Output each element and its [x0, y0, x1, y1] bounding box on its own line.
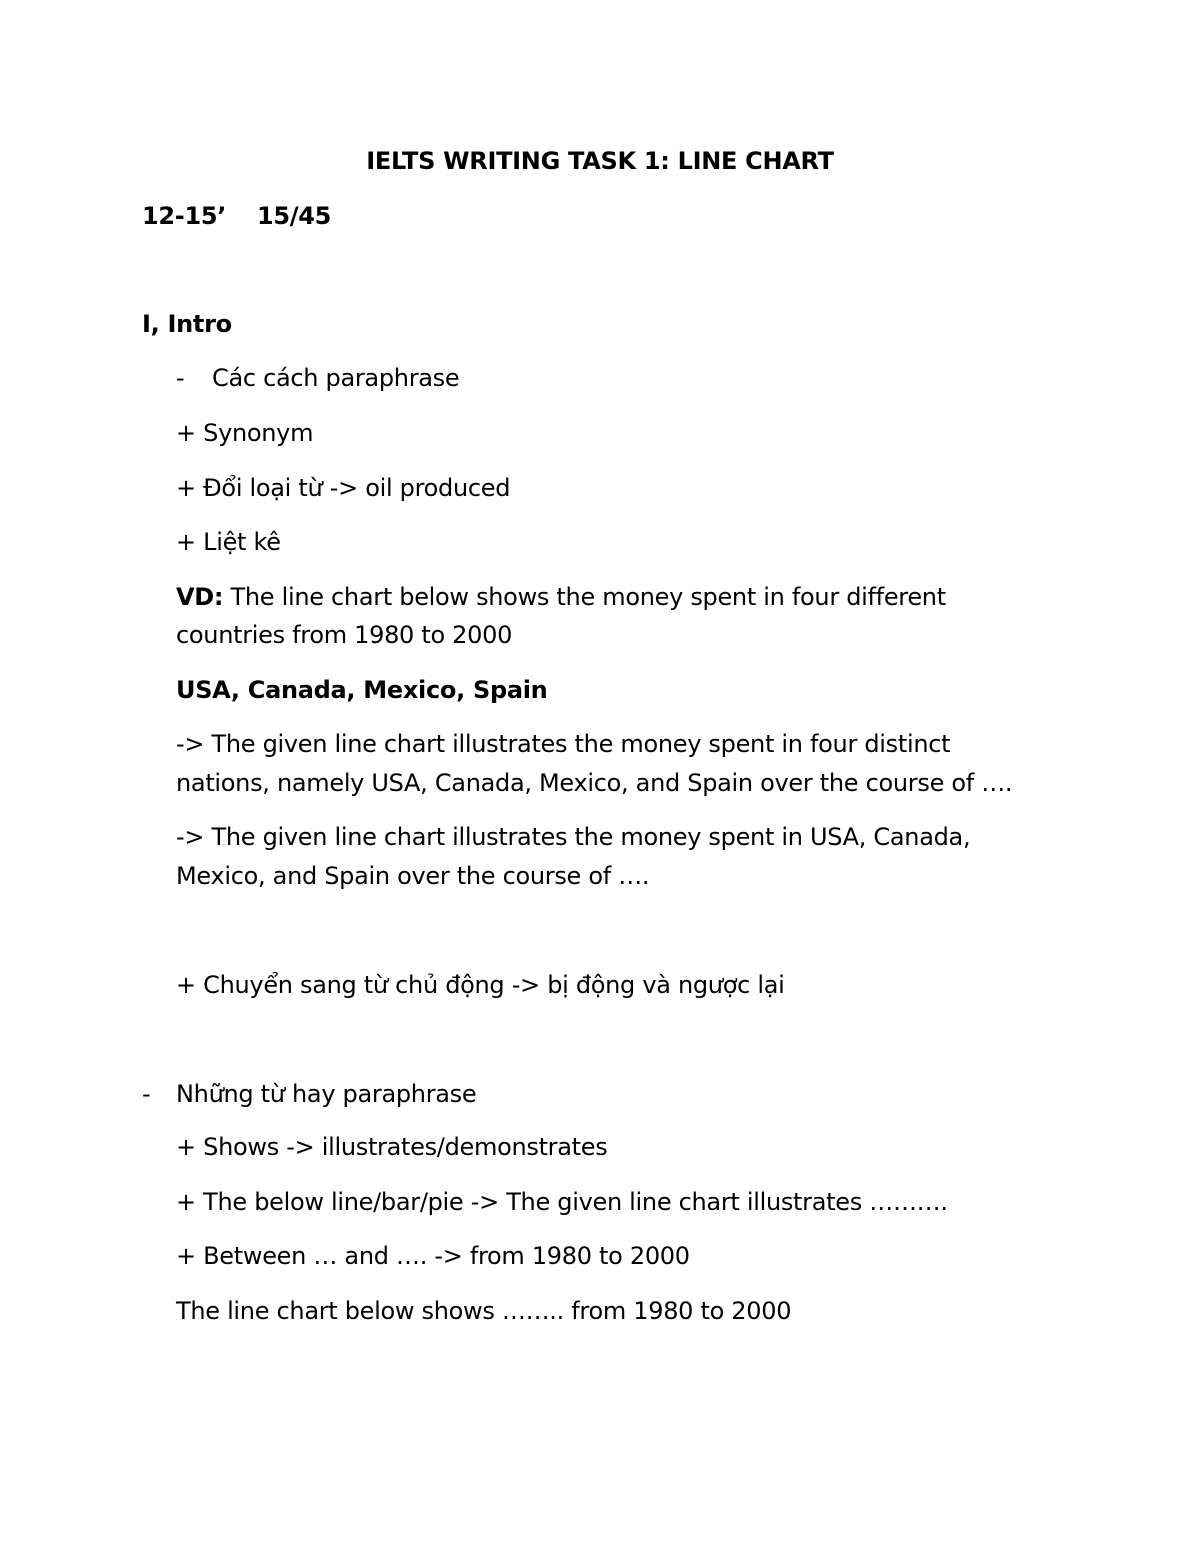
list-bullet-dash: -: [176, 364, 185, 392]
section-heading-intro: I, Intro: [142, 310, 232, 338]
voice-change-item: + Chuyển sang từ chủ động -> bị động và ngược lại: [176, 971, 785, 999]
example-answer-1-continued: nations, namely USA, Canada, Mexico, and Spain over the course of ….: [176, 769, 1013, 797]
list-item: + The below line/bar/pie -> The given line chart illustrates ……….: [176, 1188, 948, 1216]
paraphrase-ways-heading: Các cách paraphrase: [212, 364, 460, 392]
example-label: VD:: [176, 583, 224, 611]
page-title: IELTS WRITING TASK 1: LINE CHART: [366, 147, 834, 175]
example-text: The line chart below shows the money spent in four different: [223, 583, 946, 611]
timing-duration: 12-15’: [142, 202, 227, 230]
example-paragraph: [176, 578, 946, 616]
example-answer-2: -> The given line chart illustrates the money spent in USA, Canada,: [176, 823, 971, 851]
example-answer-2-continued: Mexico, and Spain over the course of ….: [176, 862, 650, 890]
common-words-heading: Những từ hay paraphrase: [176, 1080, 477, 1108]
list-bullet-dash: -: [142, 1080, 151, 1108]
list-item: + Synonym: [176, 419, 314, 447]
example-answer-1: -> The given line chart illustrates the money spent in four distinct: [176, 730, 951, 758]
list-item: + Đổi loại từ -> oil produced: [176, 474, 511, 502]
example-text-continued: countries from 1980 to 2000: [176, 621, 513, 649]
closing-sentence: The line chart below shows …….. from 1980 to 2000: [176, 1297, 792, 1325]
list-item: + Liệt kê: [176, 528, 281, 556]
example-countries: USA, Canada, Mexico, Spain: [176, 676, 548, 704]
timing-score: 15/45: [257, 202, 332, 230]
list-item: + Between … and …. -> from 1980 to 2000: [176, 1242, 690, 1270]
list-item: + Shows -> illustrates/demonstrates: [176, 1133, 608, 1161]
